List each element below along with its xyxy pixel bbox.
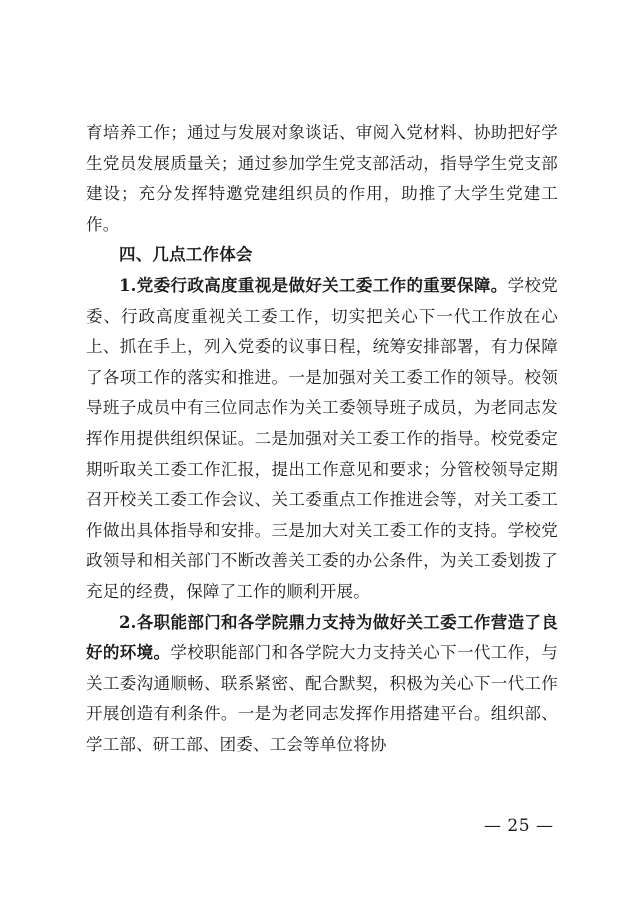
point-2-body: 学校职能部门和各学院大力支持关心下一代工作，与关工委沟通顺畅、联系紧密、配合默契，积极为关心下一代工作开展创造有利条件。一是为老同志发挥作用搭建平台。组织部、学工部、研工部、团委、工会等单位将协 [86,643,559,754]
body-text [86,118,558,760]
paragraph-point-1 [86,271,558,608]
page-number: — 25 — [484,816,554,836]
paragraph-point-2 [86,608,558,761]
point-1-lead: 1.党委行政高度重视是做好关工委工作的重要保障。 [119,275,508,295]
point-1-body: 学校党委、行政高度重视关工委工作，切实把关心下一代工作放在心上、抓在手上，列入党委的议事日程，统筹安排部署，有力保障了各项工作的落实和推进。一是加强对关工委工作的领导。校领导班子成员中有三位同志作为关工委领导班子成员，为老同志发挥作用提供组织保证。二是加强对关工委工作的指导。校党委定期听取关工委工作汇报，提出工作意见和要求；分管校领导定期召开校关工委工作会议、关工委重点工作推进会等，对关工委工作做出具体指导和安排。三是加大对关工委工作的支持。学校党政领导和相关部门不断改善关工委的办公条件，为关工委划拨了充足的经费，保障了工作的顺利开展。 [86,275,558,601]
section-heading: 四、几点工作体会 [119,245,253,265]
paragraph-continued: 育培养工作；通过与发展对象谈话、审阅入党材料、协助把好学生党员发展质量关；通过参加学生党支部活动，指导学生党支部建设；充分发挥特邀党建组织员的作用，助推了大学生党建工作。 [86,123,558,234]
point-2-lead: 2.各职能部门和各学院鼎力支持为做好关工委工作营造了良好的环境。 [86,612,558,663]
